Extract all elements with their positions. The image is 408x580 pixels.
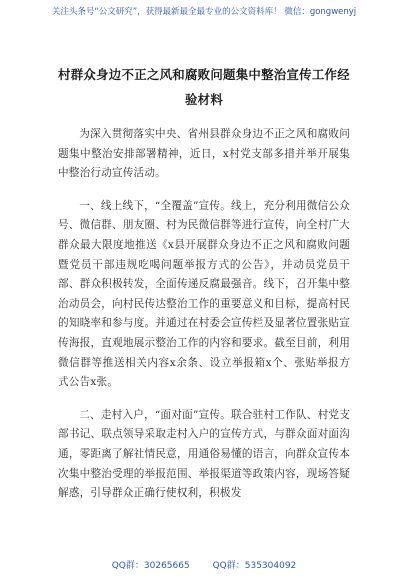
footer	[0, 560, 408, 572]
title-spacer	[58, 112, 350, 125]
footer-qq-group-2: QQ群：535304092	[212, 561, 297, 571]
paragraph-intro: 为深入贯彻落实中央、省州县群众身边不正之风和腐败问题集中整治安排部署精神，近日，x村党支部多措并举开展集中整治行动宣传活动。	[58, 128, 350, 180]
paragraph-spacer	[58, 393, 350, 406]
footer-qq-group-1: QQ群：30265665	[111, 561, 190, 571]
paragraph-section-1: 一、线上线下，“全覆盖”宣传。线上，充分利用微信公众号、微信群、朋友圈、村为民微信群等进行宣传，向全村广大群众最大限度地推送《x县开展群众身边不正之风和腐败问题暨党员干部违规吃喝问题举报方式的公告》，并动员党员干部、群众积极转发，全面传递反腐最强音。线下，召开集中整治动员会，向村民传达整治工作的重要意义和目标，提高村民的知晓率和参与度。并通过在村委会宣传栏及显著位置张贴宣传海报，直观地展示整治工作的内容和要求。截至目前，利用微信群等推送相关内容x余条、设立举报箱x个、张贴举报方式公告x张。	[58, 199, 350, 389]
paragraph-section-2: 二、走村入户，“面对面”宣传。联合驻村工作队、村党支部书记、联点领导采取走村入户的宣传方式，与群众面对面沟通，零距离了解社情民意，用通俗易懂的语言，向群众宣传本次集中整治受理的举报范围、举报渠道等政策内容，现场答疑解惑，引导群众正确行使权利，积极发	[58, 408, 350, 500]
document-title: 村群众身边不正之风和腐败问题集中整治宣传工作经验材料	[58, 67, 350, 107]
paragraph-spacer	[58, 184, 350, 197]
document-page	[58, 62, 350, 504]
promo-banner: 关注头条号“公文研究”，获得最新最全最专业的公文资料库！ 微信：gongwenyj	[51, 7, 357, 17]
